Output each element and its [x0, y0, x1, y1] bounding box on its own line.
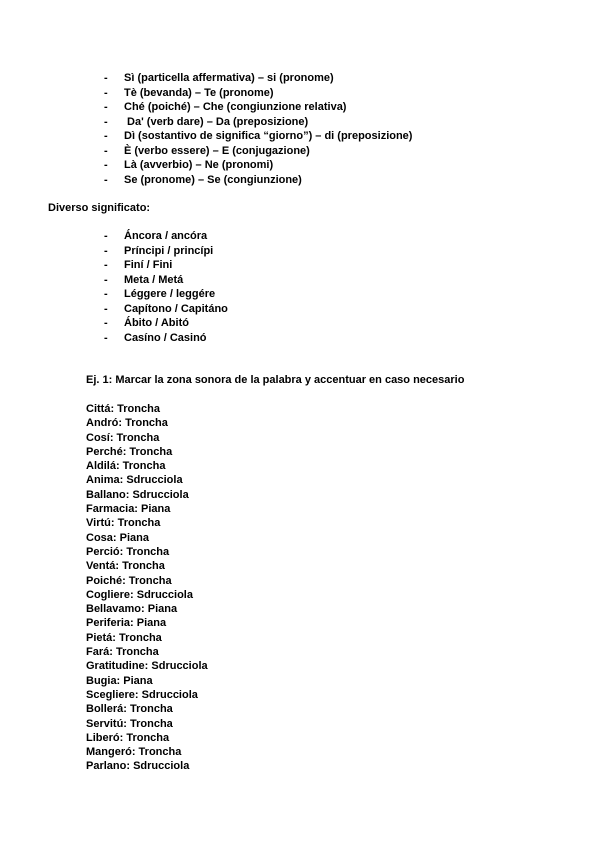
- answer-item: Perché: Troncha: [86, 445, 173, 458]
- homophone-item-text: Ché (poiché) – Che (congiunzione relativa): [124, 101, 347, 113]
- answer-item: Pietá: Troncha: [86, 631, 162, 644]
- diverso-list: [104, 229, 228, 345]
- diverso-item-text: Ábito / Abitó: [124, 317, 189, 329]
- answer-item: Scegliere: Sdrucciola: [86, 688, 198, 701]
- diverso-item: [104, 229, 228, 244]
- answer-item: Anima: Sdrucciola: [86, 474, 183, 487]
- bullet-dash: -: [104, 86, 108, 99]
- bullet-dash: -: [104, 230, 108, 242]
- diverso-item: [104, 287, 228, 302]
- homophones-list: [104, 71, 413, 187]
- diverso-item-text: Capítono / Capitáno: [124, 302, 228, 315]
- bullet-dash: -: [104, 302, 108, 315]
- homophone-item: [104, 129, 413, 144]
- answer-item: Cittá: Troncha: [86, 403, 160, 415]
- answer-item: Servitú: Troncha: [86, 717, 173, 730]
- homophone-item-text: Sì (particella affermativa) – si (pronome): [124, 72, 334, 84]
- bullet-dash: -: [104, 72, 108, 84]
- answer-item: Ventá: Troncha: [86, 560, 165, 573]
- answers-list: [86, 402, 208, 774]
- bullet-dash: -: [104, 259, 108, 271]
- diverso-item-text: Áncora / ancóra: [124, 230, 208, 242]
- answer-item: Perció: Troncha: [86, 545, 170, 558]
- answer-item: Parlano: Sdrucciola: [86, 760, 190, 773]
- diverso-item-text: Meta / Metá: [124, 273, 184, 286]
- answer-item: Andró: Troncha: [86, 417, 168, 430]
- bullet-dash: -: [104, 159, 108, 171]
- bullet-dash: -: [104, 244, 108, 257]
- diverso-item: [104, 316, 228, 331]
- diverso-item: [104, 258, 228, 273]
- homophone-item-text: Da' (verb dare) – Da (preposizione): [124, 115, 309, 128]
- answer-item: Poiché: Troncha: [86, 574, 172, 587]
- homophone-item: [104, 173, 412, 188]
- homophone-item-text: Dì (sostantivo de significa “giorno”) – di (preposizione): [124, 130, 413, 142]
- diverso-item: [104, 244, 228, 259]
- answer-item: Periferia: Piana: [86, 617, 167, 630]
- diverso-item-text: Finí / Fini: [124, 259, 173, 271]
- diverso-item-text: Léggere / leggére: [124, 288, 216, 300]
- diverso-item: [104, 273, 228, 288]
- diverso-item-text: Príncipi / princípi: [124, 244, 214, 257]
- bullet-dash: -: [104, 144, 108, 157]
- answer-item: Farmacia: Piana: [86, 503, 171, 516]
- homophone-item-text: Tè (bevanda) – Te (pronome): [124, 86, 274, 99]
- answer-item: Cosí: Troncha: [86, 431, 160, 444]
- answer-item: Virtú: Troncha: [86, 517, 161, 530]
- diverso-item-text: Casíno / Casinó: [124, 331, 207, 344]
- bullet-dash: -: [104, 331, 108, 344]
- answer-item: Cogliere: Sdrucciola: [86, 588, 193, 601]
- answer-item: Cosa: Piana: [86, 531, 149, 544]
- bullet-dash: -: [104, 115, 108, 128]
- answer-item: Gratitudine: Sdrucciola: [86, 660, 208, 673]
- homophone-item: [104, 158, 412, 173]
- bullet-dash: -: [104, 173, 108, 186]
- bullet-dash: -: [104, 317, 108, 329]
- diverso-heading: Diverso significato:: [48, 202, 151, 214]
- answer-item: Fará: Troncha: [86, 646, 159, 659]
- homophone-item-text: Là (avverbio) – Ne (pronomi): [124, 159, 274, 171]
- answer-item: Bollerá: Troncha: [86, 703, 173, 716]
- bullet-dash: -: [104, 288, 108, 300]
- answer-item: Liberó: Troncha: [86, 731, 170, 744]
- answer-item: Bellavamo: Piana: [86, 603, 178, 616]
- homophone-item-text: È (verbo essere) – E (conjugazione): [124, 144, 310, 157]
- homophone-item: [104, 71, 412, 86]
- homophone-item: [104, 115, 412, 130]
- diverso-item: [104, 331, 228, 346]
- homophone-item-text: Se (pronome) – Se (congiunzione): [124, 173, 302, 186]
- diverso-item: [104, 302, 228, 317]
- answer-item: Mangeró: Troncha: [86, 746, 182, 759]
- homophone-item: [104, 144, 412, 159]
- bullet-dash: -: [104, 273, 108, 286]
- homophone-item: [104, 100, 412, 115]
- answer-item: Ballano: Sdrucciola: [86, 488, 189, 501]
- homophone-item: [104, 86, 412, 101]
- answer-item: Bugia: Piana: [86, 674, 153, 687]
- answer-item: Aldilá: Troncha: [86, 460, 166, 473]
- exercise-title: Ej. 1: Marcar la zona sonora de la palabra y accentuar en caso necesario: [86, 374, 465, 386]
- bullet-dash: -: [104, 101, 108, 113]
- bullet-dash: -: [104, 130, 108, 142]
